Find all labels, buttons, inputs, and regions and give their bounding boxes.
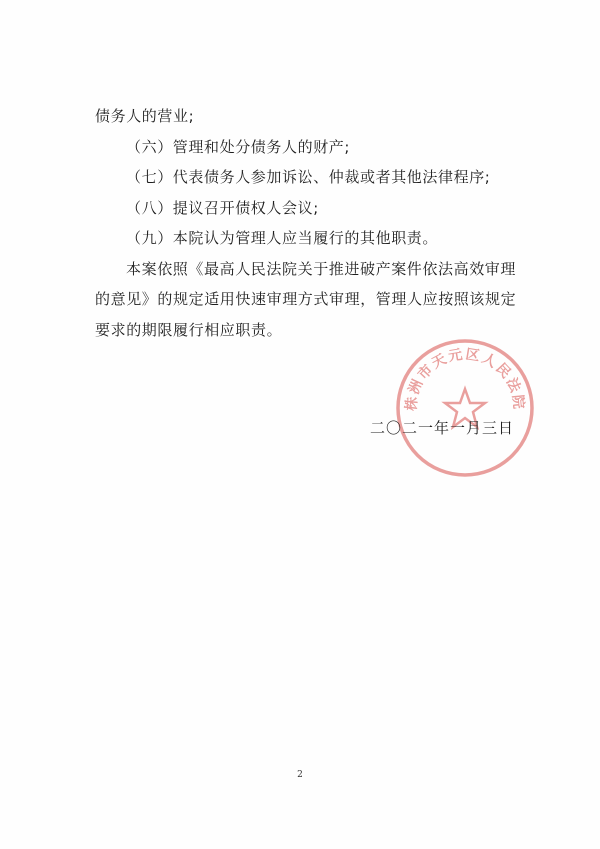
court-seal-stamp [394,337,536,479]
seal-text: 株洲市天元区人民法院 [403,346,527,412]
document-body [95,101,533,345]
list-item-7: （七）代表债务人参加诉讼、仲裁或者其他法律程序; [126,168,491,186]
list-item-8: （八）提议召开债权人会议; [126,198,319,217]
body-line: 债务人的营业; [95,107,195,125]
paragraph-line: 的意见》的规定适用快速审理方式审理，管理人应按照该规定 [95,290,517,308]
paragraph-line: 本案依照《最高人民法院关于推进破产案件依法高效审理 [126,259,517,278]
document-date: 二〇二一年一月三日 [370,419,515,437]
page-number: 2 [297,770,303,780]
paragraph-line: 要求的期限履行相应职责。 [95,320,283,339]
list-item-6: （六）管理和处分债务人的财产; [126,137,351,156]
list-item-9: （九）本院认为管理人应当履行的其他职责。 [126,229,439,247]
